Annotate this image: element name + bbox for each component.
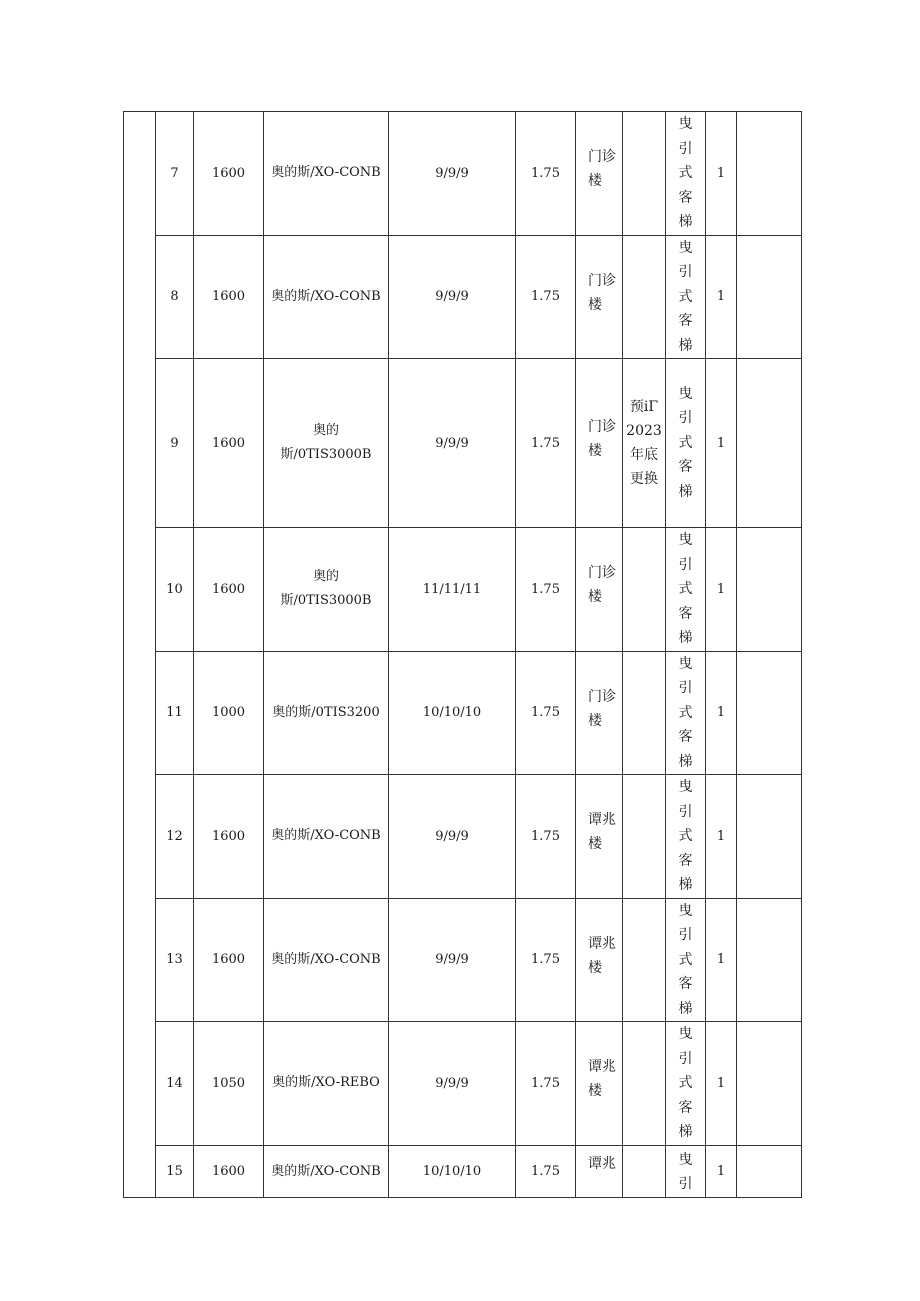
cell-number bbox=[156, 112, 194, 236]
cell-quantity bbox=[706, 1145, 737, 1197]
cell-type bbox=[666, 1145, 706, 1197]
cell-location-text: 谭兆楼 bbox=[588, 935, 616, 976]
cell-stops-text: 9/9/9 bbox=[435, 435, 469, 451]
cell-capacity-text: 1600 bbox=[211, 165, 246, 181]
table-row bbox=[124, 528, 802, 652]
cell-number bbox=[156, 359, 194, 528]
cell-capacity bbox=[194, 528, 264, 652]
cell-type-text: 曳引式客梯 bbox=[678, 116, 693, 230]
cell-type-text: 曳引式客梯 bbox=[678, 532, 693, 646]
cell-capacity bbox=[194, 898, 264, 1022]
cell-note-text: 预iΓ2023年底更换 bbox=[626, 399, 662, 487]
cell-number-text: 7 bbox=[170, 165, 179, 181]
cell-stops bbox=[389, 1022, 516, 1146]
cell-type bbox=[666, 1022, 706, 1146]
cell-number-text: 10 bbox=[166, 581, 183, 597]
cell-location-text: 谭兆楼 bbox=[588, 812, 616, 853]
cell-location bbox=[576, 898, 623, 1022]
cell-quantity bbox=[706, 235, 737, 359]
cell-quantity-text: 1 bbox=[716, 828, 726, 844]
cell-speed bbox=[516, 1145, 576, 1197]
cell-location bbox=[576, 528, 623, 652]
cell-type bbox=[666, 651, 706, 775]
cell-number-text: 8 bbox=[170, 289, 179, 305]
cell-type-text: 曳引式客梯 bbox=[678, 239, 693, 354]
table-row bbox=[124, 359, 802, 528]
cell-quantity bbox=[706, 775, 737, 899]
cell-extra bbox=[737, 1022, 802, 1146]
cell-model bbox=[264, 528, 389, 652]
cell-capacity bbox=[194, 651, 264, 775]
cell-stops-text: 11/11/11 bbox=[422, 581, 482, 597]
cell-extra bbox=[737, 775, 802, 899]
cell-quantity bbox=[706, 528, 737, 652]
cell-speed-text: 1.75 bbox=[531, 952, 560, 968]
cell-model bbox=[264, 1145, 389, 1197]
cell-capacity-text: 1600 bbox=[211, 289, 246, 305]
cell-number-text: 13 bbox=[166, 952, 183, 968]
cell-extra bbox=[737, 235, 802, 359]
cell-extra bbox=[737, 1145, 802, 1197]
cell-location bbox=[576, 775, 623, 899]
cell-speed-text: 1.75 bbox=[531, 581, 560, 597]
cell-capacity-text: 1000 bbox=[211, 705, 246, 721]
cell-stops bbox=[389, 898, 516, 1022]
cell-model-text: 奥的斯/XO-CONB bbox=[271, 828, 381, 844]
table-row bbox=[124, 1145, 802, 1197]
cell-number bbox=[156, 898, 194, 1022]
cell-speed bbox=[516, 112, 576, 236]
table-row bbox=[124, 235, 802, 359]
cell-quantity bbox=[706, 359, 737, 528]
cell-model bbox=[264, 775, 389, 899]
cell-extra bbox=[737, 651, 802, 775]
cell-stops-text: 9/9/9 bbox=[435, 1075, 469, 1091]
cell-quantity-text: 1 bbox=[716, 435, 726, 451]
cell-extra bbox=[737, 528, 802, 652]
cell-capacity bbox=[194, 235, 264, 359]
cell-capacity bbox=[194, 1145, 264, 1197]
cell-model-text: 奥的斯/XO-CONB bbox=[271, 165, 381, 181]
cell-stops bbox=[389, 359, 516, 528]
table-body bbox=[124, 112, 802, 1198]
cell-stops bbox=[389, 651, 516, 775]
cell-model bbox=[264, 898, 389, 1022]
cell-quantity bbox=[706, 898, 737, 1022]
cell-quantity-text: 1 bbox=[716, 581, 726, 597]
cell-number bbox=[156, 1145, 194, 1197]
cell-location-text: 谭兆 bbox=[588, 1156, 616, 1172]
cell-note bbox=[623, 112, 666, 236]
cell-type-text: 曳引式客梯 bbox=[678, 655, 693, 770]
cell-quantity bbox=[706, 112, 737, 236]
cell-capacity-text: 1600 bbox=[211, 1163, 246, 1179]
cell-note bbox=[623, 528, 666, 652]
cell-type-text: 曳引式客梯 bbox=[678, 385, 693, 500]
cell-location-text: 门诊楼 bbox=[588, 688, 616, 729]
cell-merged-blank bbox=[124, 112, 156, 1198]
cell-model-text: 奥的斯/XO-CONB bbox=[271, 288, 381, 304]
cell-stops bbox=[389, 775, 516, 899]
table-row bbox=[124, 775, 802, 899]
cell-stops-text: 9/9/9 bbox=[435, 828, 469, 844]
cell-note bbox=[623, 1022, 666, 1146]
cell-model bbox=[264, 651, 389, 775]
cell-speed-text: 1.75 bbox=[531, 165, 560, 181]
cell-capacity-text: 1600 bbox=[211, 435, 246, 451]
cell-type bbox=[666, 235, 706, 359]
cell-capacity-text: 1600 bbox=[211, 952, 246, 968]
cell-model-text: 奥的斯/XO-REBO bbox=[272, 1075, 380, 1091]
cell-location bbox=[576, 359, 623, 528]
cell-location-text: 门诊楼 bbox=[588, 565, 616, 606]
cell-capacity bbox=[194, 775, 264, 899]
cell-speed bbox=[516, 898, 576, 1022]
table-row bbox=[124, 651, 802, 775]
cell-speed-text: 1.75 bbox=[531, 1163, 560, 1179]
cell-note bbox=[623, 898, 666, 1022]
cell-type bbox=[666, 775, 706, 899]
cell-stops bbox=[389, 235, 516, 359]
cell-stops bbox=[389, 1145, 516, 1197]
cell-quantity bbox=[706, 1022, 737, 1146]
cell-location bbox=[576, 112, 623, 236]
cell-quantity-text: 1 bbox=[716, 705, 726, 721]
cell-speed bbox=[516, 235, 576, 359]
cell-model bbox=[264, 112, 389, 236]
cell-capacity bbox=[194, 359, 264, 528]
cell-speed-text: 1.75 bbox=[531, 705, 560, 721]
elevator-table bbox=[123, 111, 802, 1198]
cell-speed bbox=[516, 1022, 576, 1146]
cell-model-text: 奥的斯/0TIS3000B bbox=[280, 569, 372, 609]
cell-number bbox=[156, 775, 194, 899]
cell-extra bbox=[737, 359, 802, 528]
cell-model-text: 奥的斯/XO-CONB bbox=[271, 1164, 381, 1179]
cell-location bbox=[576, 1022, 623, 1146]
cell-number bbox=[156, 235, 194, 359]
cell-note bbox=[623, 651, 666, 775]
cell-number-text: 14 bbox=[166, 1075, 183, 1091]
cell-note bbox=[623, 775, 666, 899]
cell-type bbox=[666, 112, 706, 236]
cell-extra bbox=[737, 112, 802, 236]
cell-number-text: 15 bbox=[166, 1163, 183, 1179]
cell-stops-text: 9/9/9 bbox=[435, 952, 469, 968]
cell-model bbox=[264, 1022, 389, 1146]
cell-stops-text: 10/10/10 bbox=[422, 705, 482, 721]
cell-type-text: 曳引式客梯 bbox=[678, 1026, 693, 1140]
cell-speed bbox=[516, 775, 576, 899]
cell-model bbox=[264, 235, 389, 359]
cell-model-text: 奥的斯/XO-CONB bbox=[271, 951, 381, 967]
cell-type bbox=[666, 898, 706, 1022]
cell-speed bbox=[516, 528, 576, 652]
cell-number bbox=[156, 528, 194, 652]
cell-capacity-text: 1050 bbox=[211, 1075, 246, 1091]
cell-model-text: 奥的斯/0TIS3000B bbox=[280, 423, 372, 462]
cell-model-text: 奥的斯/0TIS3200 bbox=[272, 704, 380, 720]
cell-location-text: 门诊楼 bbox=[588, 149, 616, 190]
cell-speed-text: 1.75 bbox=[531, 828, 560, 844]
cell-stops-text: 9/9/9 bbox=[435, 165, 469, 181]
cell-number bbox=[156, 1022, 194, 1146]
cell-location-text: 门诊楼 bbox=[588, 272, 616, 313]
table-row bbox=[124, 112, 802, 236]
cell-location-text: 谭兆楼 bbox=[588, 1059, 616, 1100]
cell-type-text: 曳引 bbox=[678, 1151, 693, 1192]
cell-speed-text: 1.75 bbox=[531, 435, 560, 451]
cell-model bbox=[264, 359, 389, 528]
cell-note bbox=[623, 235, 666, 359]
cell-capacity-text: 1600 bbox=[211, 828, 246, 844]
cell-number-text: 9 bbox=[170, 435, 179, 451]
cell-location-text: 门诊楼 bbox=[588, 419, 616, 459]
cell-location bbox=[576, 651, 623, 775]
cell-stops-text: 10/10/10 bbox=[422, 1163, 482, 1179]
cell-capacity bbox=[194, 112, 264, 236]
table-row bbox=[124, 898, 802, 1022]
cell-type bbox=[666, 528, 706, 652]
cell-speed-text: 1.75 bbox=[531, 289, 560, 305]
cell-location bbox=[576, 1145, 623, 1197]
cell-stops bbox=[389, 528, 516, 652]
cell-quantity bbox=[706, 651, 737, 775]
cell-stops bbox=[389, 112, 516, 236]
cell-type-text: 曳引式客梯 bbox=[678, 779, 693, 893]
cell-quantity-text: 1 bbox=[716, 165, 726, 181]
cell-number bbox=[156, 651, 194, 775]
cell-quantity-text: 1 bbox=[716, 1163, 726, 1179]
cell-speed-text: 1.75 bbox=[531, 1075, 560, 1091]
cell-number-text: 12 bbox=[166, 828, 183, 844]
cell-quantity-text: 1 bbox=[716, 952, 726, 968]
cell-capacity-text: 1600 bbox=[211, 581, 246, 597]
cell-location bbox=[576, 235, 623, 359]
cell-number-text: 11 bbox=[166, 705, 183, 721]
table-row bbox=[124, 1022, 802, 1146]
cell-speed bbox=[516, 359, 576, 528]
cell-stops-text: 9/9/9 bbox=[435, 289, 469, 305]
cell-extra bbox=[737, 898, 802, 1022]
cell-note bbox=[623, 1145, 666, 1197]
cell-quantity-text: 1 bbox=[716, 289, 726, 305]
cell-capacity bbox=[194, 1022, 264, 1146]
cell-speed bbox=[516, 651, 576, 775]
cell-quantity-text: 1 bbox=[716, 1075, 726, 1091]
cell-type bbox=[666, 359, 706, 528]
cell-type-text: 曳引式客梯 bbox=[678, 902, 693, 1017]
cell-note bbox=[623, 359, 666, 528]
